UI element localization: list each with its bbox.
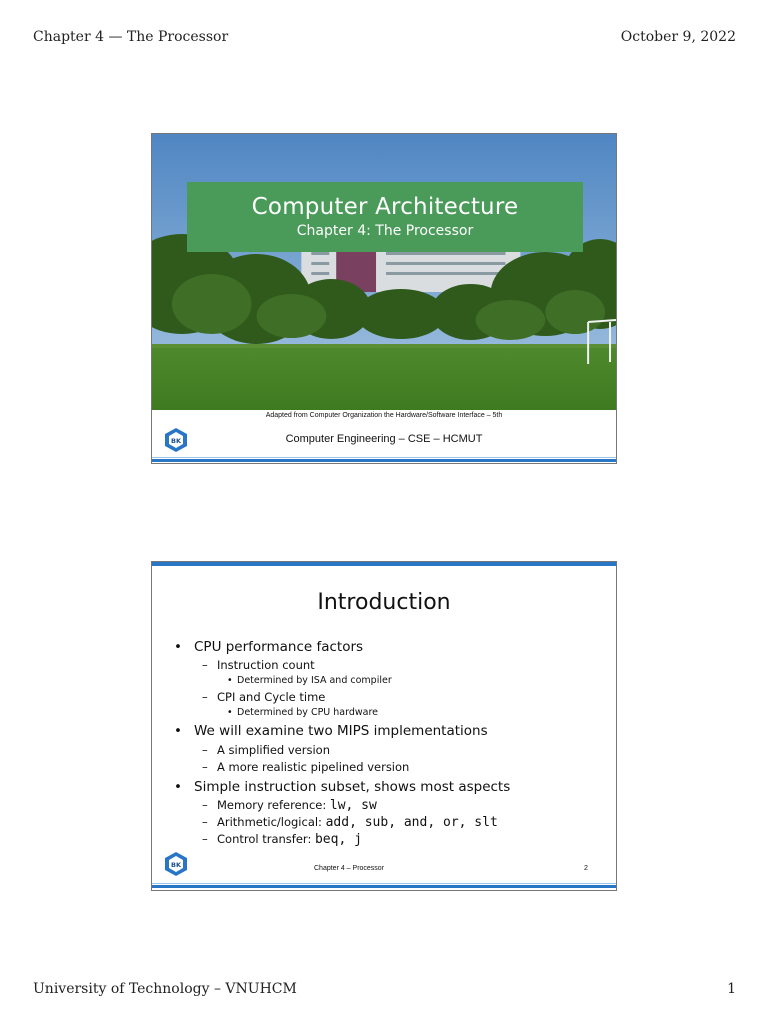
bullet-level3: • Determined by ISA and compiler	[227, 675, 392, 686]
bullet-level2: – CPI and Cycle time	[202, 690, 326, 704]
logo-text: BK	[171, 861, 181, 869]
bullet-level2: – Instruction count	[202, 658, 315, 672]
bullet-level2: – Arithmetic/logical: add, sub, and, or, slt	[202, 815, 498, 830]
page-footer	[33, 981, 736, 997]
slide-title: Introduction	[317, 590, 451, 615]
bullet-level1: • CPU performance factors	[174, 639, 364, 655]
bullet-level2: – Memory reference: lw, sw	[202, 798, 377, 813]
title-band	[187, 182, 583, 252]
department-text: Computer Engineering – CSE – HCMUT	[285, 433, 483, 445]
campus-photo	[152, 134, 616, 410]
code-text: beq, j	[314, 832, 362, 847]
slide-top-bar	[152, 562, 616, 566]
logo-text: BK	[171, 437, 181, 445]
adapted-note: Adapted from Computer Organization the Hardware/Software Interface – 5th	[265, 412, 503, 419]
slide-divider	[152, 883, 616, 884]
bullet-level1: • We will examine two MIPS implementations	[174, 723, 488, 739]
bullet-level3: • Determined by CPU hardware	[227, 707, 379, 718]
header-chapter-title: Chapter 4 — The Processor	[33, 29, 229, 45]
header-date: October 9, 2022	[620, 29, 736, 45]
bullet-level2: – A more realistic pipelined version	[202, 760, 410, 774]
university-logo-icon	[163, 851, 189, 877]
slide-divider	[152, 457, 616, 458]
footer-institution: University of Technology – VNUHCM	[33, 981, 297, 997]
slide-page-number: 2	[584, 865, 588, 872]
university-logo-icon	[163, 427, 189, 453]
slide-1-title	[151, 133, 617, 464]
slide-subtitle: Chapter 4: The Processor	[296, 223, 474, 239]
bullet-level1: • Simple instruction subset, shows most aspects	[174, 779, 511, 795]
code-text: add, sub, and, or, slt	[325, 815, 498, 830]
page-header	[33, 29, 736, 45]
code-text: lw, sw	[329, 798, 377, 813]
slide-bottom-bar	[152, 885, 616, 888]
footer-page-number: 1	[727, 981, 736, 997]
bullet-level2: – A simplified version	[202, 743, 330, 757]
slide-bottom-bar	[152, 459, 616, 462]
slide-2-introduction	[151, 561, 617, 891]
slide-title: Computer Architecture	[251, 194, 519, 220]
slide-footer-text: Chapter 4 – Processor	[314, 865, 385, 872]
bullet-level2: – Control transfer: beq, j	[202, 832, 362, 847]
